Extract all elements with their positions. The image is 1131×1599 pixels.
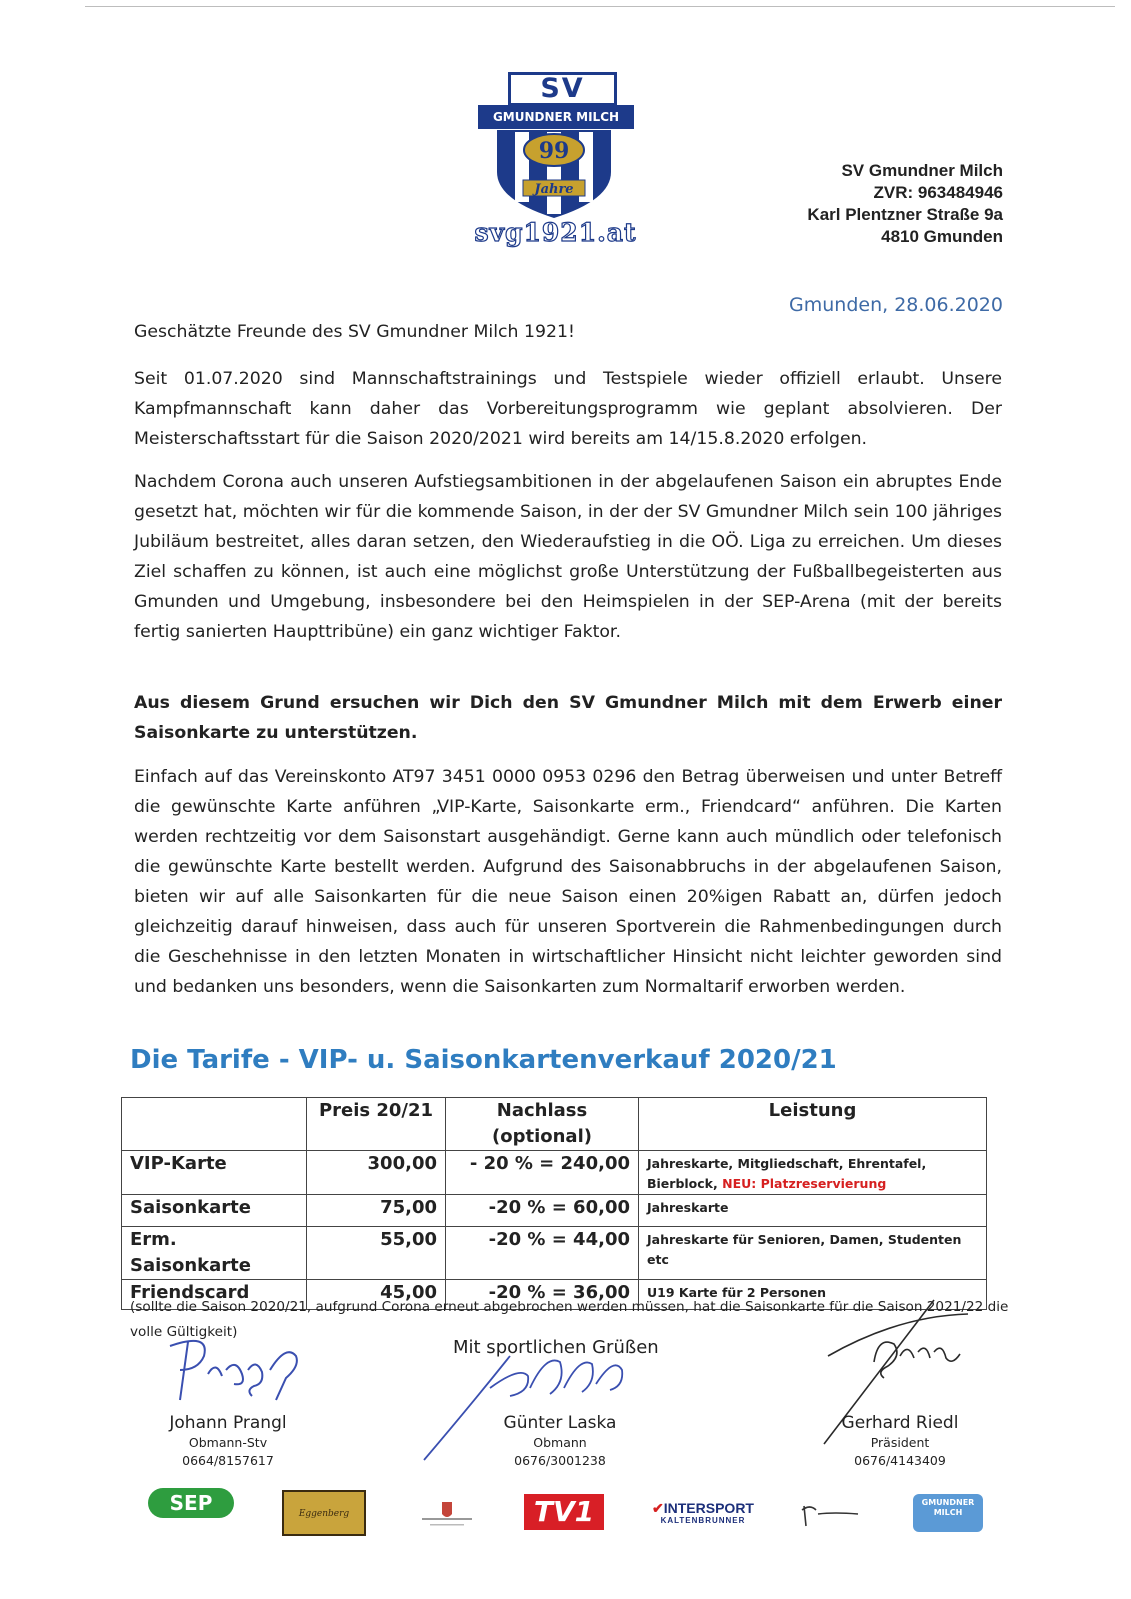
badge-text: GMUNDNER MILCH	[921, 1498, 975, 1517]
table-row	[122, 1151, 987, 1195]
card-service: Jahreskarte für Senioren, Damen, Studenten etc	[639, 1227, 987, 1280]
card-discount: -20 % = 60,00	[446, 1195, 639, 1227]
logo-sv: SV	[508, 72, 617, 106]
signatory-prangl	[108, 1412, 348, 1470]
sponsor-signature-icon	[800, 1498, 860, 1528]
logo-number: 99	[538, 138, 570, 164]
table-row	[122, 1195, 987, 1227]
service-text: Jahreskarte, Mitgliedschaft, Ehrentafel, Bierblock,	[647, 1156, 927, 1191]
signatory-role: Obmann	[533, 1435, 587, 1450]
intersport-logo-text: INTERSPORT	[663, 1500, 754, 1516]
card-name: Erm. Saisonkarte	[122, 1227, 307, 1280]
top-rule	[85, 6, 1115, 7]
sponsor-intersport-logo: ✔INTERSPORT KALTENBRUNNER	[644, 1500, 762, 1526]
eggenberg-logo-text: Eggenberg	[298, 1509, 350, 1519]
address-line: SV Gmundner Milch	[841, 161, 1003, 180]
table-header-row	[122, 1098, 987, 1151]
card-name: Saisonkarte	[122, 1195, 307, 1227]
salutation: Geschätzte Freunde des SV Gmundner Milch 1921!	[134, 322, 575, 342]
signatory-role: Obmann-Stv	[188, 1435, 268, 1450]
card-price: 75,00	[307, 1195, 446, 1227]
sponsor-sep-logo	[148, 1488, 236, 1524]
signatory-name: Günter Laska	[503, 1413, 617, 1433]
sponsor-gmundner-milch-logo	[913, 1494, 983, 1532]
sender-address	[807, 160, 1003, 248]
sponsor-crest-icon	[418, 1500, 476, 1530]
sep-logo-text: SEP	[148, 1488, 234, 1518]
address-line: ZVR: 963484946	[873, 183, 1003, 202]
card-name: VIP-Karte	[122, 1151, 307, 1195]
signatory-laska	[440, 1412, 680, 1470]
table-header	[122, 1098, 307, 1151]
service-highlight: NEU: Platzreservierung	[722, 1176, 887, 1191]
logo-url: svg1921.at	[474, 218, 637, 247]
signatory-riedl	[780, 1412, 1020, 1470]
card-discount: -20 % = 44,00	[446, 1227, 639, 1280]
closing-greeting: Mit sportlichen Grüßen	[453, 1337, 659, 1358]
signatory-name: Johann Prangl	[169, 1413, 287, 1433]
intersport-logo-subtext: KALTENBRUNNER	[660, 1516, 746, 1525]
sponsor-eggenberg-logo	[282, 1490, 366, 1536]
card-price: 45,00	[307, 1280, 446, 1310]
table-row	[122, 1227, 987, 1280]
card-service: U19 Karte für 2 Personen	[639, 1280, 987, 1310]
address-line: 4810 Gmunden	[881, 227, 1003, 246]
shield-icon	[493, 128, 615, 220]
paragraph: Einfach auf das Vereinskonto AT97 3451 0000 0953 0296 den Betrag überweisen und unter Betreff die gewünschte Karte anführen „VIP-Karte, Saisonkarte erm., Friendcard“ anführen. Die Karten werden rechtzeitig vor dem Saisonstart ausgehändigt. Gerne kann auch mündlich oder telefonisch die gewünschte Karte bestellt werden. Aufgrund des Saisonabbruchs in der abgelaufenen Saison, bieten wir auf alle Saisonkarten für die neue Saison einen 20%igen Rabatt an, dürfen jedoch gleichzeitig darauf hinweisen, dass auch für unseren Sportverein die Rahmenbedingungen durch die Geschehnisse in den letzten Monaten in wirtschaftlicher Hinsicht nicht leichter geworden sind und bedanken uns besonders, wenn die Saisonkarten zum Normaltarif erworben werden.	[134, 767, 1002, 997]
signature-prangl-icon	[150, 1330, 320, 1410]
club-logo	[474, 72, 643, 252]
signatory-phone: 0676/3001238	[514, 1453, 606, 1468]
paragraph-bold: Aus diesem Grund ersuchen wir Dich den SV Gmundner Milch mit dem Erwerb einer Saisonkarte zu unterstützen.	[134, 693, 1002, 743]
table-header: Nachlass (optional)	[446, 1098, 639, 1151]
paragraph: Nachdem Corona auch unseren Aufstiegsambitionen in der abgelaufenen Saison ein abruptes Ende gesetzt hat, möchten wir für die kommende Saison, in der der SV Gmundner Milch sein 100 jähriges Jubiläum bestreitet, alles daran setzen, den Wiederaufstieg in die OÖ. Liga zu erreichen. Um dieses Ziel schaffen zu können, ist auch eine möglichst große Unterstützung der Fußballbegeisterten aus Gmunden und Umgebung, insbesondere bei den Heimspielen in der SEP-Arena (mit der bereits fertig sanierten Haupttribüne) ein ganz wichtiger Faktor.	[134, 472, 1002, 642]
signatory-name: Gerhard Riedl	[841, 1413, 959, 1433]
signatory-phone: 0676/4143409	[854, 1453, 946, 1468]
letter-date: Gmunden, 28.06.2020	[789, 294, 1003, 316]
logo-jahre: Jahre	[534, 182, 574, 197]
logo-band: GMUNDNER MILCH	[478, 105, 634, 129]
sponsor-tv1-logo: TV1	[524, 1494, 604, 1530]
card-discount: - 20 % = 240,00	[446, 1151, 639, 1195]
table-header: Leistung	[639, 1098, 987, 1151]
tariff-title: Die Tarife - VIP- u. Saisonkartenverkauf 2020/21	[130, 1045, 837, 1075]
card-service: Jahreskarte	[639, 1195, 987, 1227]
paragraph: Seit 01.07.2020 sind Mannschaftstrainings und Testspiele wieder offiziell erlaubt. Unsere Kampfmannschaft kann daher das Vorbereitungsprogramm wie geplant absolvieren. Der Meisterschaftsstart für die Saison 2020/2021 wird bereits am 14/15.8.2020 erfolgen.	[134, 369, 1002, 449]
validity-note: (sollte die Saison 2020/21, aufgrund Corona erneut abgebrochen werden müssen, hat die Saisonkarte für die Saison 2021/22 die volle Gültigkeit)	[130, 1299, 1009, 1340]
card-price: 300,00	[307, 1151, 446, 1195]
card-name: Friendscard	[122, 1280, 307, 1310]
card-discount: -20 % = 36,00	[446, 1280, 639, 1310]
address-line: Karl Plentzner Straße 9a	[807, 205, 1003, 224]
table-header: Preis 20/21	[307, 1098, 446, 1151]
tariff-table	[121, 1097, 987, 1310]
signatory-phone: 0664/8157617	[182, 1453, 274, 1468]
card-price: 55,00	[307, 1227, 446, 1280]
card-service	[639, 1151, 987, 1195]
signatory-role: Präsident	[870, 1435, 930, 1450]
